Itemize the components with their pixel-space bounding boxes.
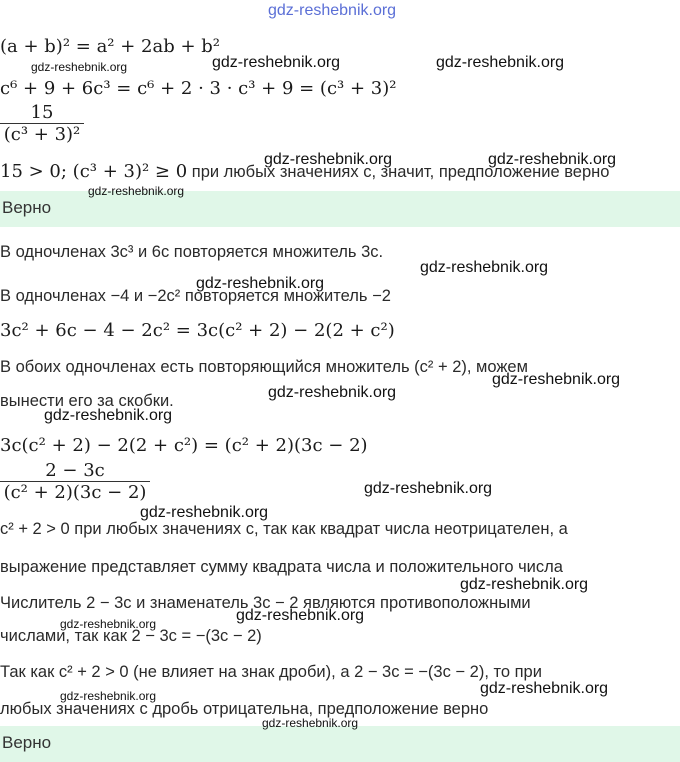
watermark-text: gdz-reshebnik.org xyxy=(196,275,325,292)
answer-label-2: Верно xyxy=(2,733,52,752)
fraction-numerator: 15 xyxy=(30,102,54,123)
watermark-text: gdz-reshebnik.org xyxy=(364,480,493,497)
watermark-text: gdz-reshebnik.org xyxy=(44,407,173,424)
text-line-sum-explanation: выражение представляет сумму квадрата числа и положительного числа xyxy=(0,558,563,576)
text-line-opposite-numbers: Числитель 2 − 3c и знаменатель 3c − 2 являются противоположными xyxy=(0,594,531,612)
conclusion-math: 15 > 0; (c³ + 3)² ≥ 0 xyxy=(0,161,188,182)
fraction-denominator: (c³ + 3)² xyxy=(3,124,81,145)
fraction-numerator: 2 − 3c xyxy=(45,460,105,481)
watermark-text: gdz-reshebnik.org xyxy=(268,2,397,19)
watermark-text: gdz-reshebnik.org xyxy=(264,151,393,168)
fraction-denominator: (c² + 2)(3c − 2) xyxy=(3,482,147,503)
watermark-text: gdz-reshebnik.org xyxy=(60,689,157,703)
watermark-text: gdz-reshebnik.org xyxy=(420,259,549,276)
text-line-final-conclusion: любых значениях c дробь отрицательна, предположение верно xyxy=(0,700,489,718)
watermark-text: gdz-reshebnik.org xyxy=(60,617,157,631)
text-line-common-factor-3c: В одночленах 3c³ и 6c повторяется множитель 3c. xyxy=(0,243,384,261)
watermark-text: gdz-reshebnik.org xyxy=(492,371,621,388)
text-line-common-factor-minus2: В одночленах −4 и −2c² повторяется множитель −2 xyxy=(0,287,391,305)
watermark-text: gdz-reshebnik.org xyxy=(140,504,269,521)
fraction-15-over-square xyxy=(0,102,84,145)
watermark-text: gdz-reshebnik.org xyxy=(460,576,589,593)
text-line-repeated-factor: В обоих одночленах есть повторяющийся множитель (c² + 2), можем xyxy=(0,358,528,376)
watermark-text: gdz-reshebnik.org xyxy=(88,184,185,198)
text-line-positive-denominator: c² + 2 > 0 при любых значениях c, так как квадрат числа неотрицателен, а xyxy=(0,520,568,538)
watermark-text: gdz-reshebnik.org xyxy=(480,680,609,697)
equation-grouping: 3c² + 6c − 4 − 2c² = 3c(c² + 2) − 2(2 + c²) xyxy=(0,320,395,341)
fraction-result xyxy=(0,460,150,503)
watermark-text: gdz-reshebnik.org xyxy=(212,54,341,71)
equation-factored: 3c(c² + 2) − 2(2 + c²) = (c² + 2)(3c − 2) xyxy=(0,435,368,456)
answer-label-1: Верно xyxy=(2,198,52,217)
text-line-opposite-proof: числами, так как 2 − 3c = −(3c − 2) xyxy=(0,627,262,645)
expression-transform: c⁶ + 9 + 6c³ = c⁶ + 2 · 3 · c³ + 9 = (c³ + 3)² xyxy=(0,78,397,99)
conclusion-text: при любых значениях c, значит, предположение верно xyxy=(187,163,610,181)
identity-square-of-sum: (a + b)² = a² + 2ab + b² xyxy=(0,36,221,57)
watermark-text: gdz-reshebnik.org xyxy=(262,716,359,730)
watermark-text: gdz-reshebnik.org xyxy=(236,607,365,624)
text-line-sign-reasoning: Так как c² + 2 > 0 (не влияет на знак дроби), а 2 − 3c = −(3c − 2), то при xyxy=(0,663,542,681)
text-line-take-out: вынести его за скобки. xyxy=(0,392,174,410)
watermark-text: gdz-reshebnik.org xyxy=(31,60,128,74)
watermark-text: gdz-reshebnik.org xyxy=(488,151,617,168)
watermark-text: gdz-reshebnik.org xyxy=(436,54,565,71)
answer-band-2 xyxy=(0,726,680,762)
watermark-text: gdz-reshebnik.org xyxy=(268,384,397,401)
